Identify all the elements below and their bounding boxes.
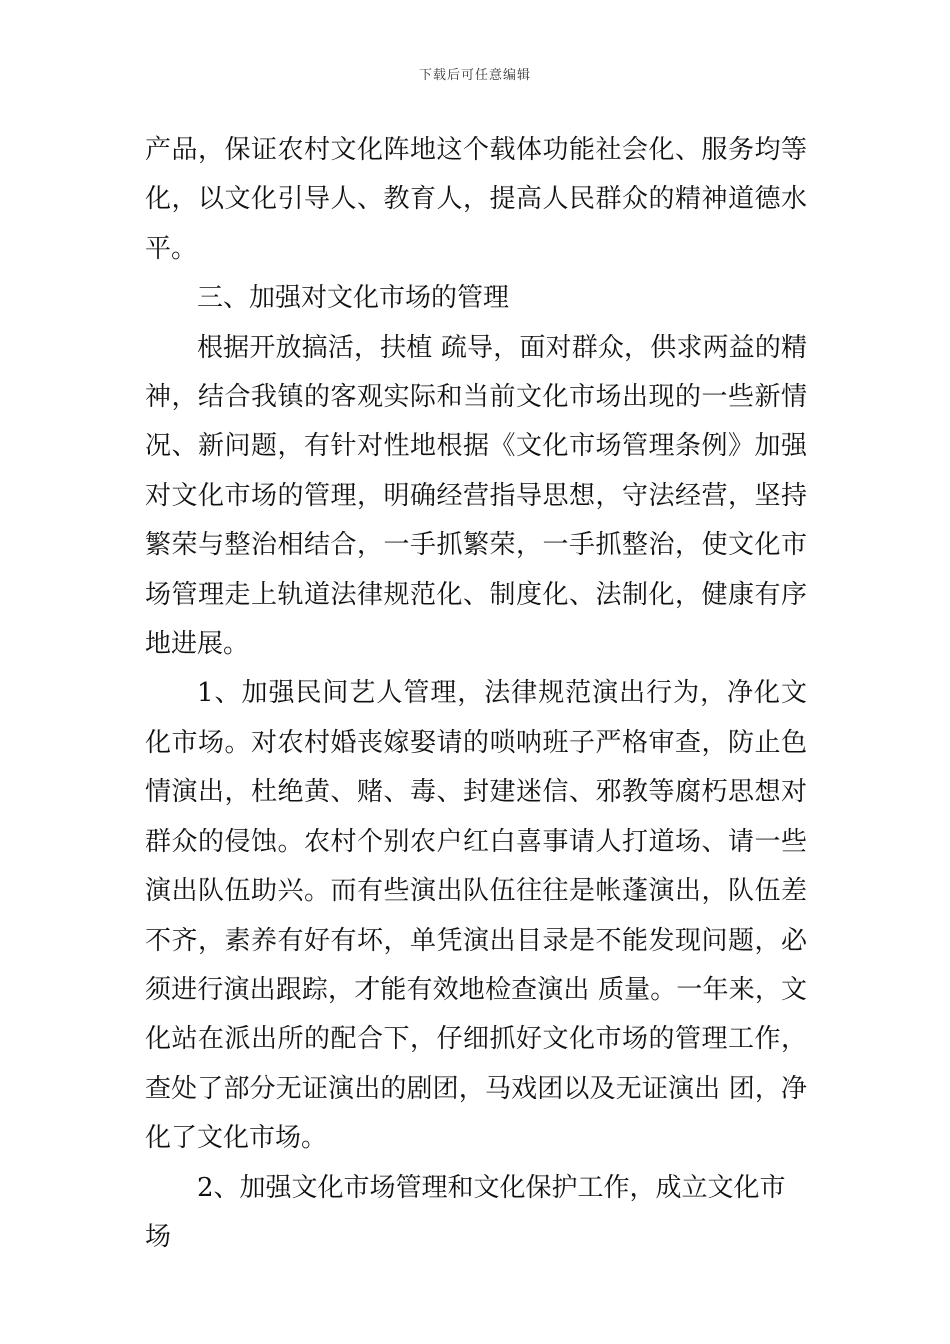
paragraph-item-2: 2、加强文化市场管理和文化保护工作，成立文化市场 [145,1172,786,1252]
paragraph-item-1: 1、加强民间艺人管理，法律规范演出行为，净化文化市场。对农村婚丧嫁娶请的唢呐班子严格审查，防止色情演出，杜绝黄、赌、毒、封建迷信、邪教等腐朽思想对群众的侵蚀。农村个别农户红白喜事请人打道场、请一些演出队伍助兴。而有些演出队伍往往是帐蓬演出，队伍差不齐，素养有好有坏，单凭演出目录是不能发现问题，必须进行演出跟踪，才能有效地检查演出 质量。一年来，文化站在派出所的配合下，仔细抓好文化市场的管理工作，查处了部分无证演出的剧团，马戏团以及无证演出 团，净化了文化市场。 [145,678,807,1154]
section-heading: 三、加强对文化市场的管理 [197,283,510,314]
page-header-note: 下载后可任意编辑 [418,68,531,83]
paragraph-market-management: 根据开放搞活，扶植 疏导，面对群众，供求两益的精神，结合我镇的客观实际和当前文化市场出现的一些新情况、新问题，有针对性地根据《文化市场管理条例》加强对文化市场的管理，明确经营指导思想，守法经营，坚持繁荣与整治相结合，一手抓繁荣，一手抓整治，使文化市场管理走上轨道法律规范化、制度化、法制化，健康有序地进展。 [145,332,807,660]
paragraph-continuation: 产品，保证农村文化阵地这个载体功能社会化、服务均等化，以文化引导人、教育人，提高人民群众的精神道德水平。 [145,135,807,264]
document-body [145,126,807,1262]
